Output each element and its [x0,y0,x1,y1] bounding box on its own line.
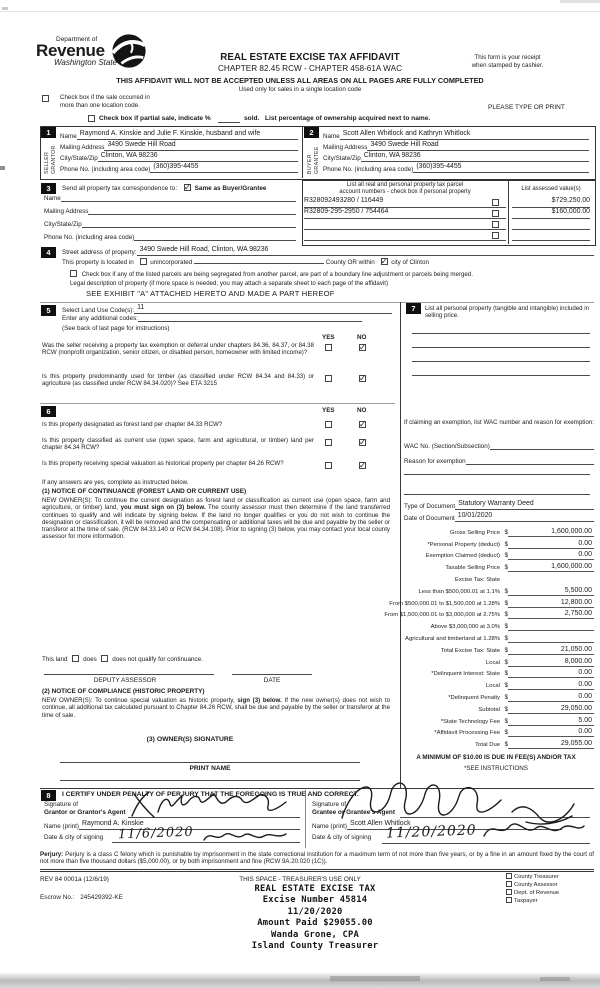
stamp-line: Excise Number 45814 [262,895,368,906]
parcel-personal-checkbox[interactable] [492,221,499,228]
deputy-assessor-label: DEPUTY ASSESSOR [93,677,157,684]
corr-phone-row [44,234,296,241]
partial-sale-percent-field[interactable] [218,122,240,123]
seller-grantor-side-label: SELLER GRANTOR [44,145,57,174]
seller-csz-label: City/State/Zip [60,154,98,162]
q5-1-no-checkbox[interactable] [359,344,366,351]
parcel-id: R328092493280 / 116449 [304,197,384,204]
dept-revenue-checkbox[interactable] [506,889,512,895]
seller-address-row [60,141,298,151]
stamp-line: Amount Paid $29055.00 [257,918,373,929]
buyer-phone-row [323,163,589,173]
this-land-label: This land [42,656,68,663]
q6-2-text: Is this property classified as current use (open space, farm and agricultural, or timber) land per chapter 84.34 RCW? [42,437,314,452]
reason-row [404,458,594,465]
routing-dept-revenue: Dept. of Revenue [506,889,559,896]
section-2-number: 2 [304,127,319,138]
no-header-5: NO [357,334,367,341]
form-title: REAL ESTATE EXCISE TAX AFFIDAVIT [220,52,400,63]
seller-name-value[interactable]: Raymond A. Kinskie and Julie F. Kinskie, husband and wife [77,130,298,140]
buyer-grantee-side-label: BUYER GRANTEE [307,146,320,174]
county-field[interactable] [194,263,324,264]
tax-row-affidavit-fee: *Affidavit Processing Fee $ 0.00 [434,728,592,737]
grantor-name-label: Name (print) [44,822,79,830]
grantee-date-handwriting: 11/20/2020 [385,822,477,842]
continuance-qualify-row [42,655,203,663]
buyer-csz-row [323,152,589,162]
additional-codes-field[interactable] [138,321,362,322]
tax-row-exemption: Exemption Claimed (deduct) $ 0.00 [425,551,592,560]
tax-row-excise-header: Excise Tax: State [454,576,500,583]
assessed-value[interactable]: $729,250.00 [512,197,590,208]
corr-address-row [44,208,296,215]
corr-address-field[interactable] [88,214,296,215]
section-6-topline [40,403,395,404]
buyer-address-value[interactable]: 3490 Swede Hill Road [367,141,589,151]
grantee-agent-label: Grantee or Grantee's Agent [312,809,395,816]
seller-phone-value[interactable]: (360)395-4455 [150,163,298,173]
land-use-label: Select Land Use Code(s): [62,306,135,314]
perjury-paragraph: Perjury: Perjury is a class C felony which is punishable by imprisonment in the state correctional institution for a maximum term of not more than five years, or by a fine in an amount fixed by the court of not more than five thousand dollars ($5,000.00), or by both imprisonment and fine (RCW 9A.20.020 (1C)). [40,851,594,866]
treasurer-space-label: THIS SPACE - TREASURER'S USE ONLY [239,876,361,883]
buyer-csz-value[interactable]: Clinton, WA 98236 [361,152,589,162]
footer-rule-1 [40,869,594,870]
county-treasurer-checkbox[interactable] [506,873,512,879]
seller-name-row [60,130,298,140]
stamp-line: 11/20/2020 [287,906,343,917]
routing-county-treasurer: County Treasurer [506,873,559,880]
seller-csz-value[interactable]: Clinton, WA 98236 [98,152,298,162]
q5-2-yes-checkbox[interactable] [325,375,332,382]
single-location-note: Used only for sales in a single location code [238,86,362,93]
tax-row-tier4: Above $3,000,000 at 3.0% $ [398,619,594,631]
seller-address-value[interactable]: 3490 Swede Hill Road [104,141,298,151]
escrow-row [40,894,123,901]
doc-date-row [404,512,594,522]
notice2-body: NEW OWNER(S): To continue special valuation as historic property, sign (3) below. If the new owner(s) does not wish to continue, all additional tax calculated pursuant to Chapter 84.26 RCW, shall be due and payable by the seller or transferor at the time of sale. [42,697,390,719]
notice1-body: NEW OWNER(S): To continue the current designation as forest land or classification as current use (open space, farm and agriculture, or timber) land, you must sign on (3) below. The county assessor must then determine if the land transferred continues to qualify and will indicate by signing below. If the land no longer qualifies or you do not wish to continue the designation or classification, it will be removed and the compensating or additional taxes will be due and payable by the seller or transferor at the time of sale. (RCW 84.33.140 or RCW 84.34.108). Prior to signing (3) below, you may contact your local county assessor for more information. [42,497,390,541]
please-type-label: PLEASE TYPE OR PRINT [488,104,565,111]
seller-phone-label: Phone No. (including area code) [60,165,151,173]
q6-3-yes-checkbox[interactable] [325,462,332,469]
q6-3-no-checkbox[interactable] [359,462,366,469]
grantor-date-label: Date & city of signing [44,834,104,841]
seller-phone-row [60,163,298,173]
tax-row-gross: Gross Selling Price $ 1,600,000.00 [449,527,592,536]
print-name-line[interactable] [60,780,360,781]
grantor-agent-label: Grantor or Grantor's Agent [44,809,126,816]
personal-property-header: List all personal property (tangible and intangible) included in selling price. [425,305,589,319]
tax-row-delinq-interest-state: *Delinquent Interest: State $ 0.00 [431,669,592,678]
see-instructions-note: *SEE INSTRUCTIONS [463,765,529,772]
receipt-note: This form is your receipt when stamped by cashier. [471,54,544,69]
corr-name-label: Name [44,195,61,202]
grantor-date-handwriting: 11/6/2020 [117,824,194,843]
tax-row-agricultural: Agricultural and timberland at 1.28% $ [398,631,594,643]
doc-date-label: Date of Document [404,514,455,522]
notice2-title: (2) NOTICE OF COMPLIANCE (HISTORIC PROPERTY) [42,688,205,695]
street-address-label: Street address of property: [62,248,137,256]
stamp-line: Island County Treasurer [251,941,379,952]
buyer-address-row [323,141,589,151]
wac-row [404,443,594,450]
parcel-personal-checkbox[interactable] [492,199,499,206]
seller-csz-row [60,152,298,162]
street-address-value[interactable]: 3490 Swede Hill Road, Clinton, WA 98236 [137,246,594,256]
scan-artifact [560,0,600,3]
notice1-title: (1) NOTICE OF CONTINUANCE (FOREST LAND OR CURRENT USE) [42,488,247,495]
section-1-number: 1 [41,127,56,138]
tax-row-delinq-penalty: *Delinquent Penalty $ 0.00 [448,692,592,701]
personal-property-line[interactable] [412,347,590,348]
minimum-fee-note: A MINIMUM OF $10.00 IS DUE IN FEE(S) AND/OR TAX [416,754,576,761]
scan-artifact [2,7,8,10]
scan-artifact [0,166,5,170]
section-4-number: 4 [41,247,56,258]
reason-extra-line[interactable] [404,494,590,495]
corr-phone-label: Phone No. (including area code) [44,234,135,241]
q6-2-no-checkbox[interactable] [359,439,366,446]
parcel-personal-checkbox[interactable] [492,210,499,217]
footer-rule-2 [40,871,594,872]
exemption-note: If claiming an exemption, list WAC number and reason for exemption: [404,419,594,426]
tax-row-tier1: Less than $500,000.01 at 1.1% $ 5,500.00 [418,586,592,595]
county-assessor-checkbox[interactable] [506,881,512,887]
logo-dept-text: Department of [56,36,98,43]
ownership-note: List percentage of ownership acquired next to name. [265,115,431,122]
if-yes-note: If any answers are yes, complete as instructed below. [42,479,189,486]
does-not-checkbox[interactable] [101,655,108,662]
certify-statement: I CERTIFY UNDER PENALTY OF PERJURY THAT THE FOREGOING IS TRUE AND CORRECT. [62,791,359,798]
q6-2-yes-checkbox[interactable] [325,439,332,446]
assessed-value[interactable] [512,219,590,230]
parties-divider [302,126,303,178]
logo-state-text: Washington State [54,58,118,67]
grantor-signature [126,790,306,820]
logo-revenue-text: Revenue [36,41,105,60]
tax-row-local: Local $ 8,000.00 [485,657,592,666]
routing-taxpayer: Taxpayer [506,897,538,904]
corr-csz-row [44,221,296,228]
buyer-name-value[interactable]: Scott Allen Whitlock and Kathryn Whitlock [340,130,589,140]
partial-sale-sold-label: sold. [244,115,260,122]
buyer-csz-label: City/State/Zip [323,154,361,162]
deputy-date-label: DATE [263,677,281,684]
stamp-line: REAL ESTATE EXCISE TAX [254,884,376,894]
q5-2-no-checkbox[interactable] [359,375,366,382]
parcel-header: List all real and personal property tax parcel account numbers - check box if personal property [339,182,471,195]
scan-artifact [540,977,570,981]
section-6-number: 6 [41,406,56,417]
doc-type-row [404,500,594,510]
notice-line: THIS AFFIDAVIT WILL NOT BE ACCEPTED UNLESS ALL AREAS ON ALL PAGES ARE FULLY COMPLETED [116,76,484,85]
personal-property-line[interactable] [412,375,590,376]
land-use-value[interactable]: 11 [134,304,392,314]
corr-name-row [44,195,296,202]
scan-artifact [330,976,420,981]
rev-number: REV 84 0001a (12/6/19) [40,876,109,883]
does-not-label: does not qualify for continuance. [112,656,203,663]
buyer-name-row [323,130,589,140]
escrow-number: 245429392-KE [80,894,123,901]
personal-property-line[interactable] [412,333,590,334]
legal-description-value[interactable]: SEE EXHIBIT "A" ATTACHED HERETO AND MADE A PART HEREOF [86,289,335,298]
unincorporated-checkbox[interactable] [140,258,147,265]
correspondence-label: Send all property tax correspondence to: [62,185,178,192]
section-3-number: 3 [41,183,56,194]
city-of-label: city of Clinton [391,259,430,266]
buyer-name-label: Name [323,132,340,140]
owners-signature-line[interactable] [60,762,360,763]
buyer-phone-value[interactable]: (360)395-4455 [413,163,589,173]
grantor-city-handwriting [200,828,290,846]
reason-extra-line[interactable] [404,474,590,475]
personal-property-line[interactable] [412,361,590,362]
wac-field[interactable] [490,449,594,450]
tax-row-subtotal: Subtotal $ 29,050.00 [478,704,592,713]
print-name-label: PRINT NAME [189,765,231,772]
q5-1-text: Was the seller receiving a property tax exemption or deferral under chapters 84.36, 84.37, or 84.38 RCW (nonprofit organization, senior citizen, or disabled person, homeowner with limited income)? [42,342,314,357]
parcel-id: R32809-295-2950 / 754464 [304,208,389,215]
corr-phone-field[interactable] [134,240,296,241]
section-7-number: 7 [406,303,421,314]
seller-name-label: Name [60,132,77,140]
doc-type-value[interactable]: Statutory Warranty Deed [455,500,594,510]
yes-header-5: YES [322,334,335,341]
buyer-address-label: Mailing Address [323,143,368,151]
does-label: does [83,656,97,663]
q5-1-yes-checkbox[interactable] [325,344,332,351]
grantor-name-value[interactable]: Raymond A. Kinskie [79,820,300,830]
doc-type-label: Type of Document [404,502,456,510]
owners-signature-title: (3) OWNER(S) SIGNATURE [146,736,234,743]
multi-location-checkbox[interactable] [42,95,49,102]
grantee-signature-of-label: Signature of [312,801,346,808]
parcel-row[interactable] [304,208,506,219]
same-as-buyer-label: Same as Buyer/Grantee [194,185,267,192]
partial-sale-checkbox[interactable] [88,115,95,122]
partial-sale-label: Check box if partial sale, indicate % [99,115,211,122]
additional-codes-row [62,315,362,322]
section-divider [40,302,594,303]
same-as-buyer-checkbox[interactable] [184,184,191,191]
form-chapter: CHAPTER 82.45 RCW - CHAPTER 458-61A WAC [218,64,402,73]
reason-label: Reason for exemption [404,458,466,465]
treasurer-stamp [190,884,440,952]
street-address-row [62,246,594,256]
deputy-date-line[interactable] [232,674,312,675]
corr-csz-label: City/State/Zip [44,221,82,228]
assessed-value[interactable]: $160,000.00 [512,208,590,219]
does-checkbox[interactable] [72,655,79,662]
section-5-number: 5 [41,305,56,316]
doc-date-value[interactable]: 10/01/2020 [455,512,594,522]
correspondence-row [62,184,266,192]
assessed-values-header: List assessed value(s) [521,186,581,192]
see-back-note: (See back of last page for instructions) [62,325,170,332]
taxpayer-checkbox[interactable] [506,897,512,903]
tax-row-personal: *Personal Property (deduct) $ 0.00 [427,539,592,548]
wac-label: WAC No. (Section/Subsection) [404,443,490,450]
additional-codes-label: Enter any additional codes: [62,315,138,322]
legal-description-label: Legal description of property (if more space is needed, you may attach a separate sheet to each page of the affidavit) [70,280,389,287]
escrow-label: Escrow No.: [40,894,75,901]
no-header-6: NO [357,407,367,414]
corr-csz-field[interactable] [82,227,296,228]
routing-county-assessor: County Assessor [506,881,558,888]
land-use-row [62,304,392,314]
city-checkbox[interactable] [381,258,388,265]
tax-row-total-state: Total Excise Tax: State $ 21,050.00 [440,645,592,654]
parcel-table-divider [508,180,509,244]
tax-row-total-due: Total Due $ 29,055.00 [475,740,592,749]
scan-bottom-edge [0,972,600,988]
tax-row-tier3: From $1,500,000.01 to $3,000,000 at 2.75% $ 2,750.00 [384,610,592,619]
q6-1-no-checkbox[interactable] [359,421,366,428]
tax-row-tier2: From $500,000.01 to $1,500,000 at 1.28% $ 12,800.00 [389,598,592,607]
assessed-value[interactable] [512,230,590,241]
grantee-name-value[interactable]: Scott Allen Whitlock [347,820,562,830]
grantee-city-handwriting [478,816,588,844]
grantor-signature-of-label: Signature of [44,801,78,808]
parcel-personal-checkbox[interactable] [492,232,499,239]
multi-location-label: Check box if the sale occurred in more than one location code. [60,94,150,109]
stamp-line: Wanda Grone, CPA [271,929,359,940]
tax-row-taxable: Taxable Selling Price $ 1,600,000.00 [445,563,592,572]
property-location-row [62,258,429,266]
grantee-name-label: Name (print) [312,822,347,830]
deputy-assessor-signature-line[interactable] [44,674,214,675]
corr-name-field[interactable] [61,201,296,202]
q6-1-yes-checkbox[interactable] [325,421,332,428]
located-in-label: This property is located in [62,259,134,266]
segregated-label: Check box if any of the listed parcels are being segregated from another parcel, are part of a boundary line adjustment or parcels being merged. [81,271,473,278]
q6-3-text: Is this property receiving special valuation as historical property per chapter 84.26 RCW? [42,460,284,467]
scan-artifact [0,11,600,12]
segregated-row [70,270,473,278]
parcel-row[interactable] [304,197,506,208]
seller-address-label: Mailing Address [60,143,105,151]
reason-field[interactable] [466,464,594,465]
tax-row-delinq-interest-local: Local $ 0.00 [485,681,592,690]
segregated-checkbox[interactable] [70,270,77,277]
parcel-row[interactable] [304,230,506,241]
parcel-row[interactable] [304,219,506,230]
corr-address-label: Mailing Address [44,208,89,215]
tax-row-tech-fee: *State Technology Fee $ 5.00 [440,716,592,725]
county-or-label: County OR within [325,259,375,266]
unincorporated-label: unincorporated [150,259,193,266]
grantee-date-label: Date & city of signing [312,834,372,841]
q5-2-text: Is this property predominantly used for timber (as classified under RCW 84.34 and 84.33) or agriculture (as classified under RCW 84.34.020)? See ETA 3215 [42,373,314,388]
buyer-phone-label: Phone No. (including area code) [323,165,414,173]
q6-1-text: Is this property designated as forest land per chapter 84.33 RCW? [42,421,223,428]
section-8-number: 8 [41,790,56,801]
yes-header-6: YES [322,407,335,414]
dor-swirl-icon [110,32,148,70]
